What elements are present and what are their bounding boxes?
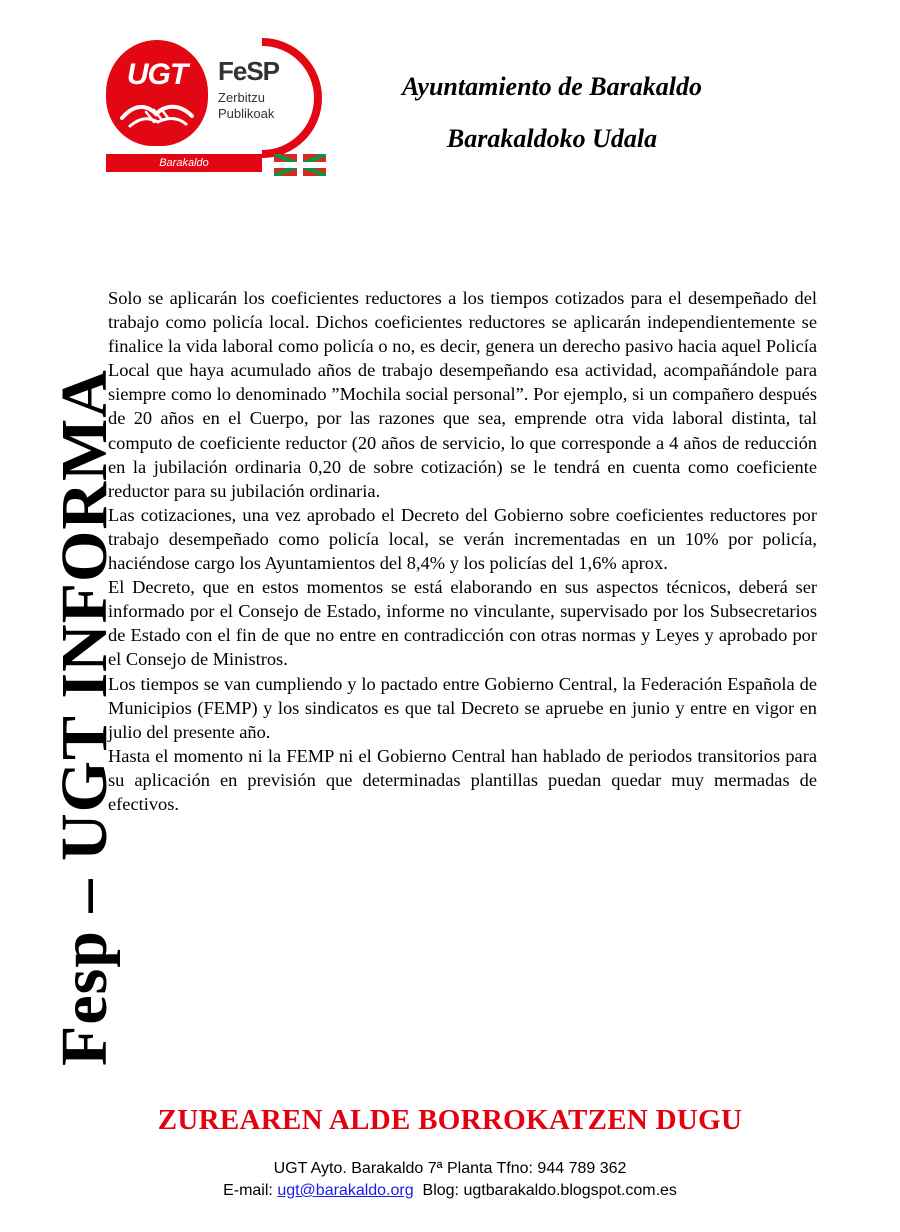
body-paragraph: Hasta el momento ni la FEMP ni el Gobierno Central han hablado de periodos transitorios para su aplicación en previsión que determinadas plantillas puedan quedar muy mermadas de efectivos.	[108, 745, 817, 814]
body-paragraph: Las cotizaciones, una vez aprobado el Decreto del Gobierno sobre coeficientes reductores por trabajo desempeñado como policía local, se verán incrementadas en un 10% por policía, haciéndose cargo los Ayuntamientos del 8,4% y los policías del 1,6% aprox.	[108, 504, 817, 574]
email-label: E-mail:	[223, 1182, 278, 1199]
email-link[interactable]: ugt@barakaldo.org	[277, 1182, 414, 1199]
ugt-badge	[106, 40, 208, 146]
body-paragraph: Los tiempos se van cumpliendo y lo pactado entre Gobierno Central, la Federación Española de Municipios (FEMP) y los sindicatos es que tal Decreto se apruebe en junio y entre en vigor en julio del presente año.	[108, 673, 817, 742]
vertical-side-label: Fesp – UGT INFORMA	[48, 369, 121, 1066]
header-title-basque: Barakaldoko Udala	[446, 124, 658, 153]
body-paragraph: El Decreto, que en estos momentos se está elaborando en sus aspectos técnicos, deberá ser informado por el Consejo de Estado, informe no vinculante, supervisado por los Subsecretarios de Estado con el fin de que no entre en contradicción con otras normas y Leyes y aprobado por el Consejo de Ministros.	[108, 577, 817, 670]
fesp-subtitle	[218, 90, 274, 122]
blog-url: ugtbarakaldo.blogspot.com.es	[463, 1182, 677, 1199]
blog-label: Blog:	[413, 1182, 464, 1199]
ugt-fesp-logo	[104, 38, 330, 180]
bulletin-body	[108, 286, 817, 816]
header-title-spanish: Ayuntamiento de Barakaldo	[402, 72, 702, 101]
fesp-logo-text: FeSP	[218, 56, 280, 86]
local-section-bar: Barakaldo	[106, 154, 262, 172]
fesp-subtitle-line1: Zerbitzu	[218, 90, 265, 105]
basque-flag-icon	[274, 154, 326, 176]
body-paragraph: Solo se aplicarán los coeficientes reductores a los tiempos cotizados para el desempeñado del trabajo como policía local. Dichos coeficientes reductores se aplicarán independientemente se finalice la vida laboral como policía o no, es decir, genera un derecho pasivo hacia aquel Policía Local que haya acumulado años de trabajo desempeñando esa actividad, acompañándole para siempre como lo denominado ”Mochila social personal”. Por ejemplo, si un compañero después de 20 años en el Cuerpo, por las razones que sea, emprende otra vida laboral distinta, tal computo de coeficiente reductor (20 años de servicio, lo que corresponde a 4 años de reducción en la jubilación ordinaria 0,20 de sobre cotización) se le tendrá en cuenta como coeficiente reductor para su jubilación ordinaria.	[108, 288, 817, 501]
fesp-subtitle-line2: Publikoak	[218, 106, 275, 121]
ugt-logo-text: UGT	[126, 58, 188, 91]
handshake-icon	[120, 96, 194, 132]
footer-address: UGT Ayto. Barakaldo 7ª Planta Tfno: 944 789 362	[273, 1160, 627, 1177]
footer-contact	[0, 1182, 900, 1200]
footer-slogan: ZUREAREN ALDE BORROKATZEN DUGU	[157, 1104, 743, 1136]
